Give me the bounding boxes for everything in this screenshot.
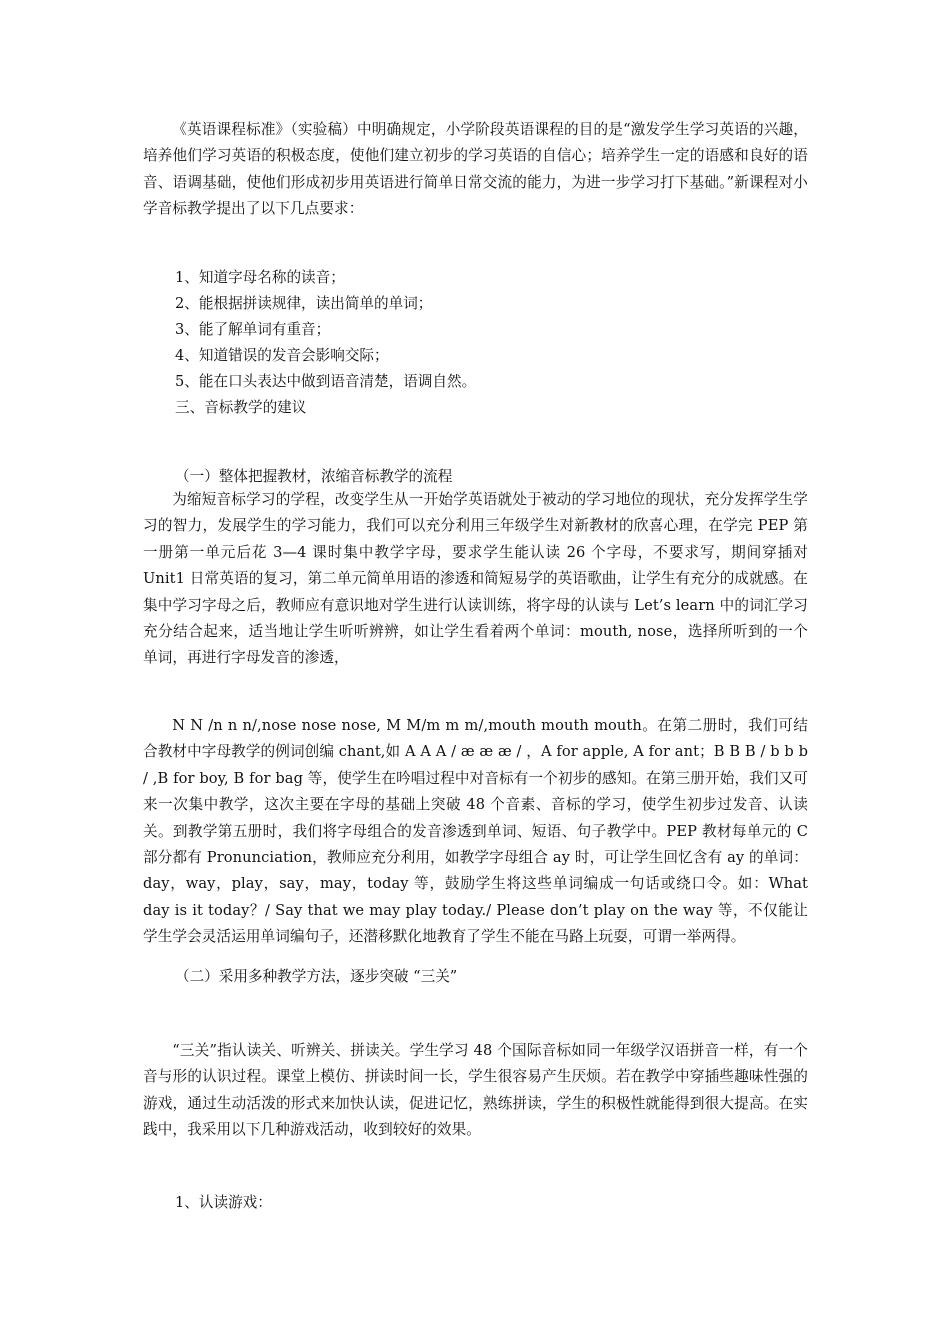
- subsection-one-paragraph: 为缩短音标学习的学程，改变学生从一开始学英语就处于被动的学习地位的现状，充分发挥学生学习的智力，发展学生的学习能力，我们可以充分利用三年级学生对新教材的欣喜心理，在学完 PEP 第一册第一单元后花 3—4 课时集中教学字母，要求学生能认读 26 个字母，不要求写，期间穿插对 Unit1 日常英语的复习，第二单元简单用语的渗透和简短易学的英语歌曲，让学生有充分的成就感。在集中学习字母之后，教师应有意识地对学生进行认读训练，将字母的认读与 Let’s learn 中的词汇学习充分结合起来，适当地让学生听听辨辨，如让学生看着两个单词：mouth, nose，选择所听到的一个单词，再进行字母发音的渗透，: [143, 491, 808, 667]
- requirement-item-4: 4、知道错误的发音会影响交际；: [175, 347, 389, 364]
- section-three-heading: 三、音标教学的建议: [175, 399, 307, 416]
- requirement-item-1: 1、知道字母名称的读音；: [175, 269, 345, 286]
- requirement-item-3: 3、能了解单词有重音；: [175, 321, 331, 338]
- subsection-one-heading: （一）整体把握教材，浓缩音标教学的流程: [175, 468, 453, 485]
- chant-paragraph: N N /n n n/,nose nose nose, M M/m m m/,mouth mouth mouth。在第二册时，我们可结合教材中字母教学的例词创编 chant,如 A A A / æ æ æ / ，A for apple, A for ant；B B B / b b b / ,B for boy, B for bag 等，使学生在吟唱过程中对音标有一个初步的感知。在第三册开始，我们又可来一次集中教学，这次主要在字母的基础上突破 48 个音素、音标的学习，使学生初步过发音、认读关。到教学第五册时，我们将字母组合的发音渗透到单词、短语、句子教学中。PEP 教材每单元的 C 部分都有 Pronunciation，教师应充分利用，如教学字母组合 ay 时，可让学生回忆含有 ay 的单词：day，way，play，say，may，today 等，鼓励学生将这些单词编成一句话或绕口令。如：What day is it today？/ Say that we may play today./ Please don’t play on the way 等，不仅能让学生学会灵活运用单词编句子，还潜移默化地教育了学生不能在马路上玩耍，可谓一举两得。: [143, 717, 809, 946]
- intro-paragraph: 《英语课程标准》（实验稿）中明确规定，小学阶段英语课程的目的是“激发学生学习英语的兴趣，培养他们学习英语的积极态度，使他们建立初步的学习英语的自信心；培养学生一定的语感和良好的语音、语调基础，使他们形成初步用英语进行简单日常交流的能力，为进一步学习打下基础。”新课程对小学音标教学提出了以下几点要求：: [143, 121, 808, 218]
- subsection-two-heading: （二）采用多种教学方法，逐步突破 “三关”: [175, 968, 458, 985]
- three-gates-paragraph: “三关”指认读关、听辨关、拼读关。学生学习 48 个国际音标如同一年级学汉语拼音一样，有一个音与形的认识过程。课堂上模仿、拼读时间一长，学生很容易产生厌烦。若在教学中穿插些趣味性强的游戏，通过生动活泼的形式来加快认读，促进记忆，熟练拼读，学生的积极性就能得到很大提高。在实践中，我采用以下几种游戏活动，收到较好的效果。: [143, 1042, 808, 1139]
- game-one-heading: 1、认读游戏：: [175, 1194, 272, 1211]
- requirement-item-2: 2、能根据拼读规律，读出简单的单词；: [175, 295, 433, 312]
- requirement-item-5: 5、能在口头表达中做到语音清楚，语调自然。: [175, 373, 477, 390]
